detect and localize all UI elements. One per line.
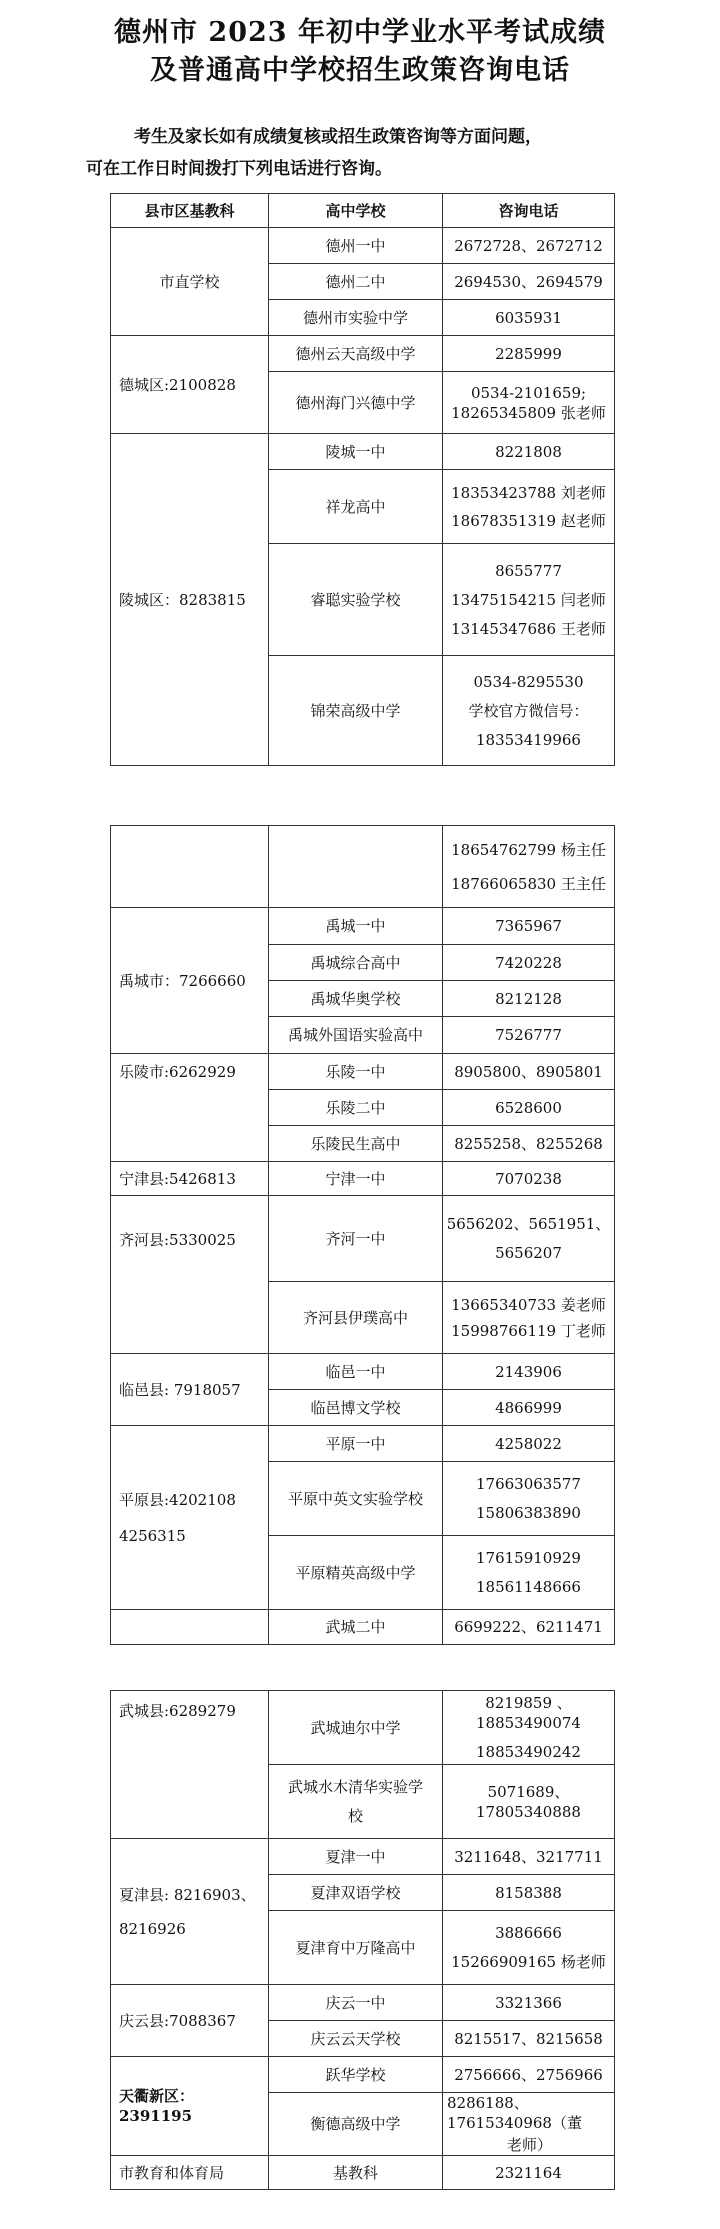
school-cell: 祥龙高中 <box>269 470 443 544</box>
school-cell: 跃华学校 <box>269 2057 443 2093</box>
county-cell: 夏津县: 8216903、 8216926 <box>111 1839 269 1985</box>
phone-cell: 5071689、17805340888 <box>443 1765 615 1839</box>
school-cell: 夏津双语学校 <box>269 1875 443 1911</box>
phone-cell: 2143906 <box>443 1354 615 1390</box>
phone-cell: 0534-8295530 学校官方微信号： 18353419966 <box>443 656 615 766</box>
school-cell: 衡德高级中学 <box>269 2093 443 2156</box>
contact-table-section-3 <box>110 1690 615 2190</box>
phone-cell: 8221808 <box>443 434 615 470</box>
county-cell: 德城区:2100828 <box>111 336 269 434</box>
school-cell: 陵城一中 <box>269 434 443 470</box>
county-cell: 市教育和体育局 <box>111 2156 269 2190</box>
school-cell: 夏津一中 <box>269 1839 443 1875</box>
phone-cell: 8212128 <box>443 981 615 1017</box>
school-cell: 基教科 <box>269 2156 443 2190</box>
phone-cell: 7070238 <box>443 1162 615 1196</box>
school-cell: 睿聪实验学校 <box>269 544 443 656</box>
school-cell: 齐河县伊璞高中 <box>269 1282 443 1354</box>
school-cell: 临邑博文学校 <box>269 1390 443 1426</box>
school-cell: 禹城一中 <box>269 908 443 945</box>
phone-cell: 8655777 13475154215 闫老师 13145347686 王老师 <box>443 544 615 656</box>
county-cell: 齐河县:5330025 <box>111 1196 269 1354</box>
school-cell: 德州海门兴德中学 <box>269 372 443 434</box>
header-county: 县市区基教科 <box>111 194 269 228</box>
county-cell <box>111 826 269 908</box>
school-cell: 武城迪尔中学 <box>269 1691 443 1765</box>
page-subtitle: 及普通高中学校招生政策咨询电话 <box>150 55 570 86</box>
phone-cell: 7365967 <box>443 908 615 945</box>
school-cell: 夏津育中万隆高中 <box>269 1911 443 1985</box>
phone-cell: 8286188、17615340968（董 老师） <box>443 2093 615 2156</box>
school-cell: 武城水木清华实验学 校 <box>269 1765 443 1839</box>
phone-cell: 0534-2101659; 18265345809 张老师 <box>443 372 615 434</box>
county-cell: 庆云县:7088367 <box>111 1985 269 2057</box>
phone-cell: 8215517、8215658 <box>443 2021 615 2057</box>
phone-cell: 13665340733 姜老师 15998766119 丁老师 <box>443 1282 615 1354</box>
phone-cell: 2694530、2694579 <box>443 264 615 300</box>
county-cell <box>111 1610 269 1645</box>
school-cell: 德州一中 <box>269 228 443 264</box>
phone-cell: 8255258、8255268 <box>443 1126 615 1162</box>
phone-cell: 17615910929 18561148666 <box>443 1536 615 1610</box>
phone-cell: 4258022 <box>443 1426 615 1462</box>
school-cell: 庆云云天学校 <box>269 2021 443 2057</box>
phone-cell: 3211648、3217711 <box>443 1839 615 1875</box>
phone-cell: 3886666 15266909165 杨老师 <box>443 1911 615 1985</box>
county-cell: 临邑县: 7918057 <box>111 1354 269 1426</box>
phone-cell: 2285999 <box>443 336 615 372</box>
phone-cell: 8158388 <box>443 1875 615 1911</box>
page-title: 德州市 2023 年初中学业水平考试成绩 <box>114 17 606 48</box>
phone-cell: 8219859 、18853490074 18853490242 <box>443 1691 615 1765</box>
school-cell: 平原精英高级中学 <box>269 1536 443 1610</box>
phone-cell: 17663063577 15806383890 <box>443 1462 615 1536</box>
phone-cell: 5656202、5651951、 5656207 <box>443 1196 615 1282</box>
school-cell: 禹城华奥学校 <box>269 981 443 1017</box>
school-cell: 平原中英文实验学校 <box>269 1462 443 1536</box>
phone-cell: 6699222、6211471 <box>443 1610 615 1645</box>
phone-cell: 8905800、8905801 <box>443 1054 615 1090</box>
phone-cell: 18353423788 刘老师 18678351319 赵老师 <box>443 470 615 544</box>
county-cell: 乐陵市:6262929 <box>111 1054 269 1162</box>
phone-cell: 2321164 <box>443 2156 615 2190</box>
school-cell: 锦荣高级中学 <box>269 656 443 766</box>
county-cell: 陵城区：8283815 <box>111 434 269 766</box>
school-cell: 禹城外国语实验高中 <box>269 1017 443 1054</box>
school-cell: 乐陵民生高中 <box>269 1126 443 1162</box>
phone-cell: 2672728、2672712 <box>443 228 615 264</box>
school-cell: 德州二中 <box>269 264 443 300</box>
school-cell: 平原一中 <box>269 1426 443 1462</box>
intro-line-1: 考生及家长如有成绩复核或招生政策咨询等方面问题， <box>134 127 542 147</box>
header-school: 高中学校 <box>269 194 443 228</box>
county-cell: 市直学校 <box>111 228 269 336</box>
county-cell: 天衢新区：2391195 <box>111 2057 269 2156</box>
school-cell <box>269 826 443 908</box>
intro-line-2: 可在工作日时间拨打下列电话进行咨询。 <box>86 159 392 179</box>
phone-cell: 18654762799 杨主任 18766065830 王主任 <box>443 826 615 908</box>
phone-cell: 7420228 <box>443 945 615 981</box>
school-cell: 宁津一中 <box>269 1162 443 1196</box>
header-phone: 咨询电话 <box>443 194 615 228</box>
school-cell: 德州市实验中学 <box>269 300 443 336</box>
county-cell: 禹城市：7266660 <box>111 908 269 1054</box>
county-cell: 武城县:6289279 <box>111 1691 269 1839</box>
school-cell: 德州云天高级中学 <box>269 336 443 372</box>
phone-cell: 7526777 <box>443 1017 615 1054</box>
school-cell: 武城二中 <box>269 1610 443 1645</box>
school-cell: 庆云一中 <box>269 1985 443 2021</box>
phone-cell: 4866999 <box>443 1390 615 1426</box>
school-cell: 临邑一中 <box>269 1354 443 1390</box>
contact-table-section-2 <box>110 825 615 1645</box>
contact-table-section-1 <box>110 193 615 766</box>
school-cell: 乐陵一中 <box>269 1054 443 1090</box>
county-cell: 平原县:4202108 4256315 <box>111 1426 269 1610</box>
phone-cell: 2756666、2756966 <box>443 2057 615 2093</box>
phone-cell: 3321366 <box>443 1985 615 2021</box>
phone-cell: 6035931 <box>443 300 615 336</box>
school-cell: 齐河一中 <box>269 1196 443 1282</box>
phone-cell: 6528600 <box>443 1090 615 1126</box>
school-cell: 乐陵二中 <box>269 1090 443 1126</box>
school-cell: 禹城综合高中 <box>269 945 443 981</box>
county-cell: 宁津县:5426813 <box>111 1162 269 1196</box>
